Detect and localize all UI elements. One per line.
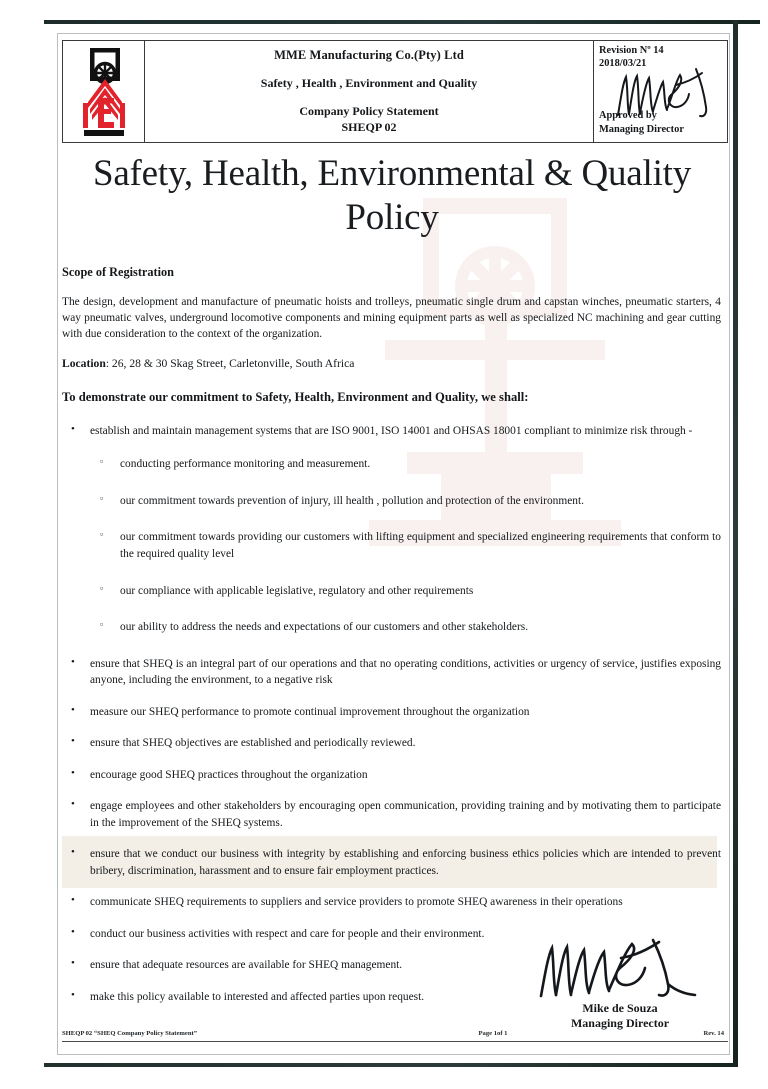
list-item: • ensure that we conduct our business with integrity by establishing and enforcing business ethics policies which are intended to prevent bribery, discrimination, harassment and to ensure fair employment practices. (62, 846, 721, 879)
list-item: ▫ conducting performance monitoring and measurement. (90, 456, 721, 473)
scan-edge-bottom (44, 1063, 738, 1067)
footer-page-number: Page 1of 1 (478, 1030, 508, 1037)
approver-role-label: Managing Director (599, 124, 684, 135)
commitment-list (62, 423, 721, 1006)
footer-revision: Rev. 14 (703, 1030, 724, 1037)
list-item: ▫ our ability to address the needs and expectations of our customers and other stakeholders. (90, 619, 721, 636)
commitment-heading: To demonstrate our commitment to Safety, Health, Environment and Quality, we shall: (62, 389, 529, 404)
page-footer (62, 1030, 728, 1037)
list-item (62, 423, 721, 636)
document-body (62, 264, 721, 1021)
scope-heading: Scope of Registration (62, 265, 175, 279)
revision-date: 2018/03/21 (599, 57, 647, 69)
list-item: • communicate SHEQ requirements to suppliers and service providers to promote SHEQ awareness in their operations (62, 894, 721, 911)
list-item: • ensure that adequate resources are available for SHEQ management. (62, 957, 721, 974)
signature-block (520, 938, 720, 1031)
signatory-role: Managing Director (570, 1016, 670, 1030)
list-item: ▫ our commitment towards prevention of injury, ill health , pollution and protection of the environment. (90, 493, 721, 510)
header-title-cell (145, 41, 594, 142)
list-item: ▫ our commitment towards providing our customers with lifting equipment and specialized engineering requirements that conform to the required quality level (90, 529, 721, 562)
list-item: • measure our SHEQ performance to promote continual improvement throughout the organization (62, 704, 721, 721)
list-item: • conduct our business activities with respect and care for people and their environment. (62, 926, 721, 943)
list-item: • ensure that SHEQ is an integral part of our operations and that no operating conditions, activities or urgency of service, justifies exposing anyone, including the environment, to a negative risk (62, 656, 721, 689)
footer-divider (62, 1041, 728, 1042)
header-company-name: MME Manufacturing Co.(Pty) Ltd (274, 48, 464, 62)
header-doc-type: Company Policy Statement (299, 104, 439, 118)
location-value: : 26, 28 & 30 Skag Street, Carletonville, South Africa (105, 356, 355, 370)
scope-paragraph: The design, development and manufacture of pneumatic hoists and trolleys, pneumatic single drum and capstan winches, pneumatic starters, 4 way pneumatic valves, underground locomotive components and mining equipment parts as well as specialized NC machining and gear cutting with due consideration to the context of the organization. (62, 295, 721, 341)
approved-by-label: Approved by (599, 110, 657, 121)
header-subject-line: Safety , Health , Environment and Quality (260, 76, 478, 90)
scan-edge-right (733, 20, 738, 1067)
document-header-table (62, 40, 728, 143)
commitment-sublist (90, 456, 721, 635)
list-item: • encourage good SHEQ practices throughout the organization (62, 767, 721, 784)
footer-doc-ref: SHEQP 02 “SHEQ Company Policy Statement” (62, 1030, 197, 1037)
list-item: • ensure that SHEQ objectives are established and periodically reviewed. (62, 735, 721, 752)
header-doc-code: SHEQP 02 (341, 120, 397, 134)
signatory-name: Mike de Souza (582, 1001, 658, 1015)
page-title: Safety, Health, Environmental & Quality Policy (92, 153, 692, 238)
list-item: • make this policy available to interested and affected parties upon request. (62, 989, 721, 1006)
managing-director-signature-icon (535, 938, 705, 1000)
revision-label: Revision Nº 14 (599, 45, 664, 56)
location-label: Location (62, 356, 106, 370)
scan-edge-top (44, 20, 760, 24)
location-line (62, 356, 721, 372)
list-item-text: establish and maintain management systems that are ISO 9001, ISO 14001 and OHSAS 18001 compliant to minimize risk through - (90, 424, 693, 437)
header-revision-cell (594, 41, 727, 142)
list-item: • engage employees and other stakeholders by encouraging open communication, providing training and by motivating them to participate in the improvement of the SHEQ systems. (62, 798, 721, 831)
header-logo-cell (63, 41, 145, 142)
list-item: ▫ our compliance with applicable legislative, regulatory and other requirements (90, 583, 721, 600)
company-logo-icon (76, 46, 132, 138)
